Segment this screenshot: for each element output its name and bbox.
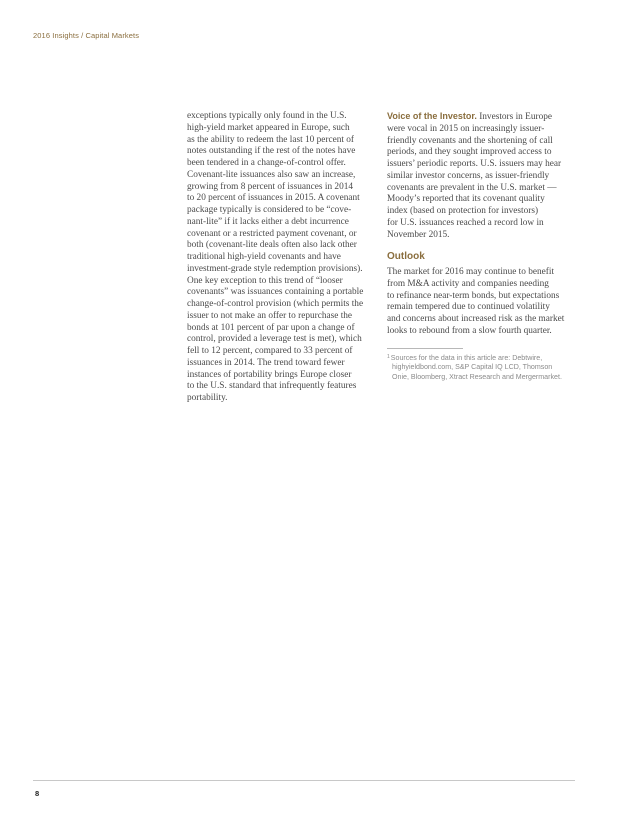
voice-of-investor-first-line (387, 111, 574, 124)
body-line: as the ability to redeem the last 10 percent of (187, 134, 355, 145)
body-line: One key exception to this trend of “looser (187, 275, 343, 286)
body-line: from M&A activity and companies needing (387, 278, 549, 289)
left-column (187, 111, 374, 405)
body-line: package typically is considered to be “cove- (187, 205, 352, 215)
body-line: portability. (187, 393, 228, 403)
body-line: nant-lite” if it lacks either a debt incurrence (187, 216, 349, 227)
body-line: issuers’ periodic reports. U.S. issuers may hear (387, 159, 562, 169)
body-line: Covenant-lite issuances also saw an increase, (187, 169, 356, 180)
body-line: similar investor concerns, as issuer-friendly (387, 170, 550, 181)
voice-of-investor-heading: Voice of the Investor. (387, 111, 477, 121)
footnote-line: highyieldbond.com, S&P Capital IQ LCD, Thomson (392, 363, 553, 371)
footnote-text: Sources for the data in this article are: Debtwire, (390, 353, 543, 362)
footer-divider (33, 780, 575, 781)
body-line: to 20 percent of issuances in 2015. A covenant (187, 193, 360, 204)
body-line: looks to rebound from a slow fourth quarter. (387, 325, 552, 336)
body-line: traditional high-yield covenants and have (187, 252, 341, 262)
body-line: The market for 2016 may continue to benefit (387, 267, 555, 277)
body-line: Moody’s reported that its covenant quality (387, 194, 545, 205)
body-line: index (based on protection for investors) (387, 206, 539, 216)
body-line: Investors in Europe (479, 112, 552, 122)
body-line: instances of portability brings Europe closer (187, 369, 352, 380)
footnote-line: Onie, Bloomberg, Xtract Research and Mergermarket. (392, 372, 562, 381)
body-line: issuer to not make an offer to repurchase the (187, 310, 353, 321)
outlook-heading: Outlook (387, 251, 425, 263)
right-column (387, 111, 574, 382)
footnote-divider (387, 348, 463, 349)
body-line: fell to 12 percent, compared to 33 percent of (187, 346, 353, 356)
body-line: to the U.S. standard that infrequently features (187, 381, 357, 392)
page-number: 8 (35, 789, 40, 798)
body-line: covenants” was issuances containing a portable (187, 287, 364, 298)
body-line: bonds at 101 percent of par upon a change of (187, 322, 355, 333)
body-line: and concerns about increased risk as the market (387, 314, 565, 324)
body-line: growing from 8 percent of issuances in 2014 (187, 181, 354, 192)
body-line: covenant or a restricted payment covenant, or (187, 228, 357, 239)
running-head: 2016 Insights / Capital Markets (33, 31, 140, 40)
body-line: remain tempered due to continued volatility (387, 302, 550, 313)
body-line: notes outstanding if the rest of the notes have (187, 146, 356, 157)
body-line: change-of-control provision (which permits the (187, 299, 364, 309)
body-line: friendly covenants and the shortening of call (387, 135, 553, 146)
body-line: to refinance near-term bonds, but expectations (387, 290, 560, 301)
footnote (387, 353, 574, 383)
body-line: high-yield market appeared in Europe, such (187, 122, 350, 133)
body-line: November 2015. (387, 229, 450, 240)
footnote-line (387, 353, 574, 364)
body-line: exceptions typically only found in the U.S. (187, 111, 347, 121)
body-line: were vocal in 2015 on increasingly issuer- (387, 123, 545, 134)
body-line: issuances in 2014. The trend toward fewer (187, 357, 345, 368)
body-line: been tendered in a change-of-control offer. (187, 158, 346, 168)
footnote-marker: 1 (387, 353, 390, 360)
body-line: covenants are prevalent in the U.S. market — (387, 182, 557, 193)
body-line: investment-grade style redemption provisions). (187, 263, 363, 274)
body-line: for U.S. issuances reached a record low in (387, 217, 544, 228)
body-line: control, provided a leverage test is met), which (187, 334, 362, 345)
body-line: periods, and they sought improved access to (387, 147, 552, 158)
body-line: both (covenant-lite deals often also lack other (187, 240, 357, 251)
